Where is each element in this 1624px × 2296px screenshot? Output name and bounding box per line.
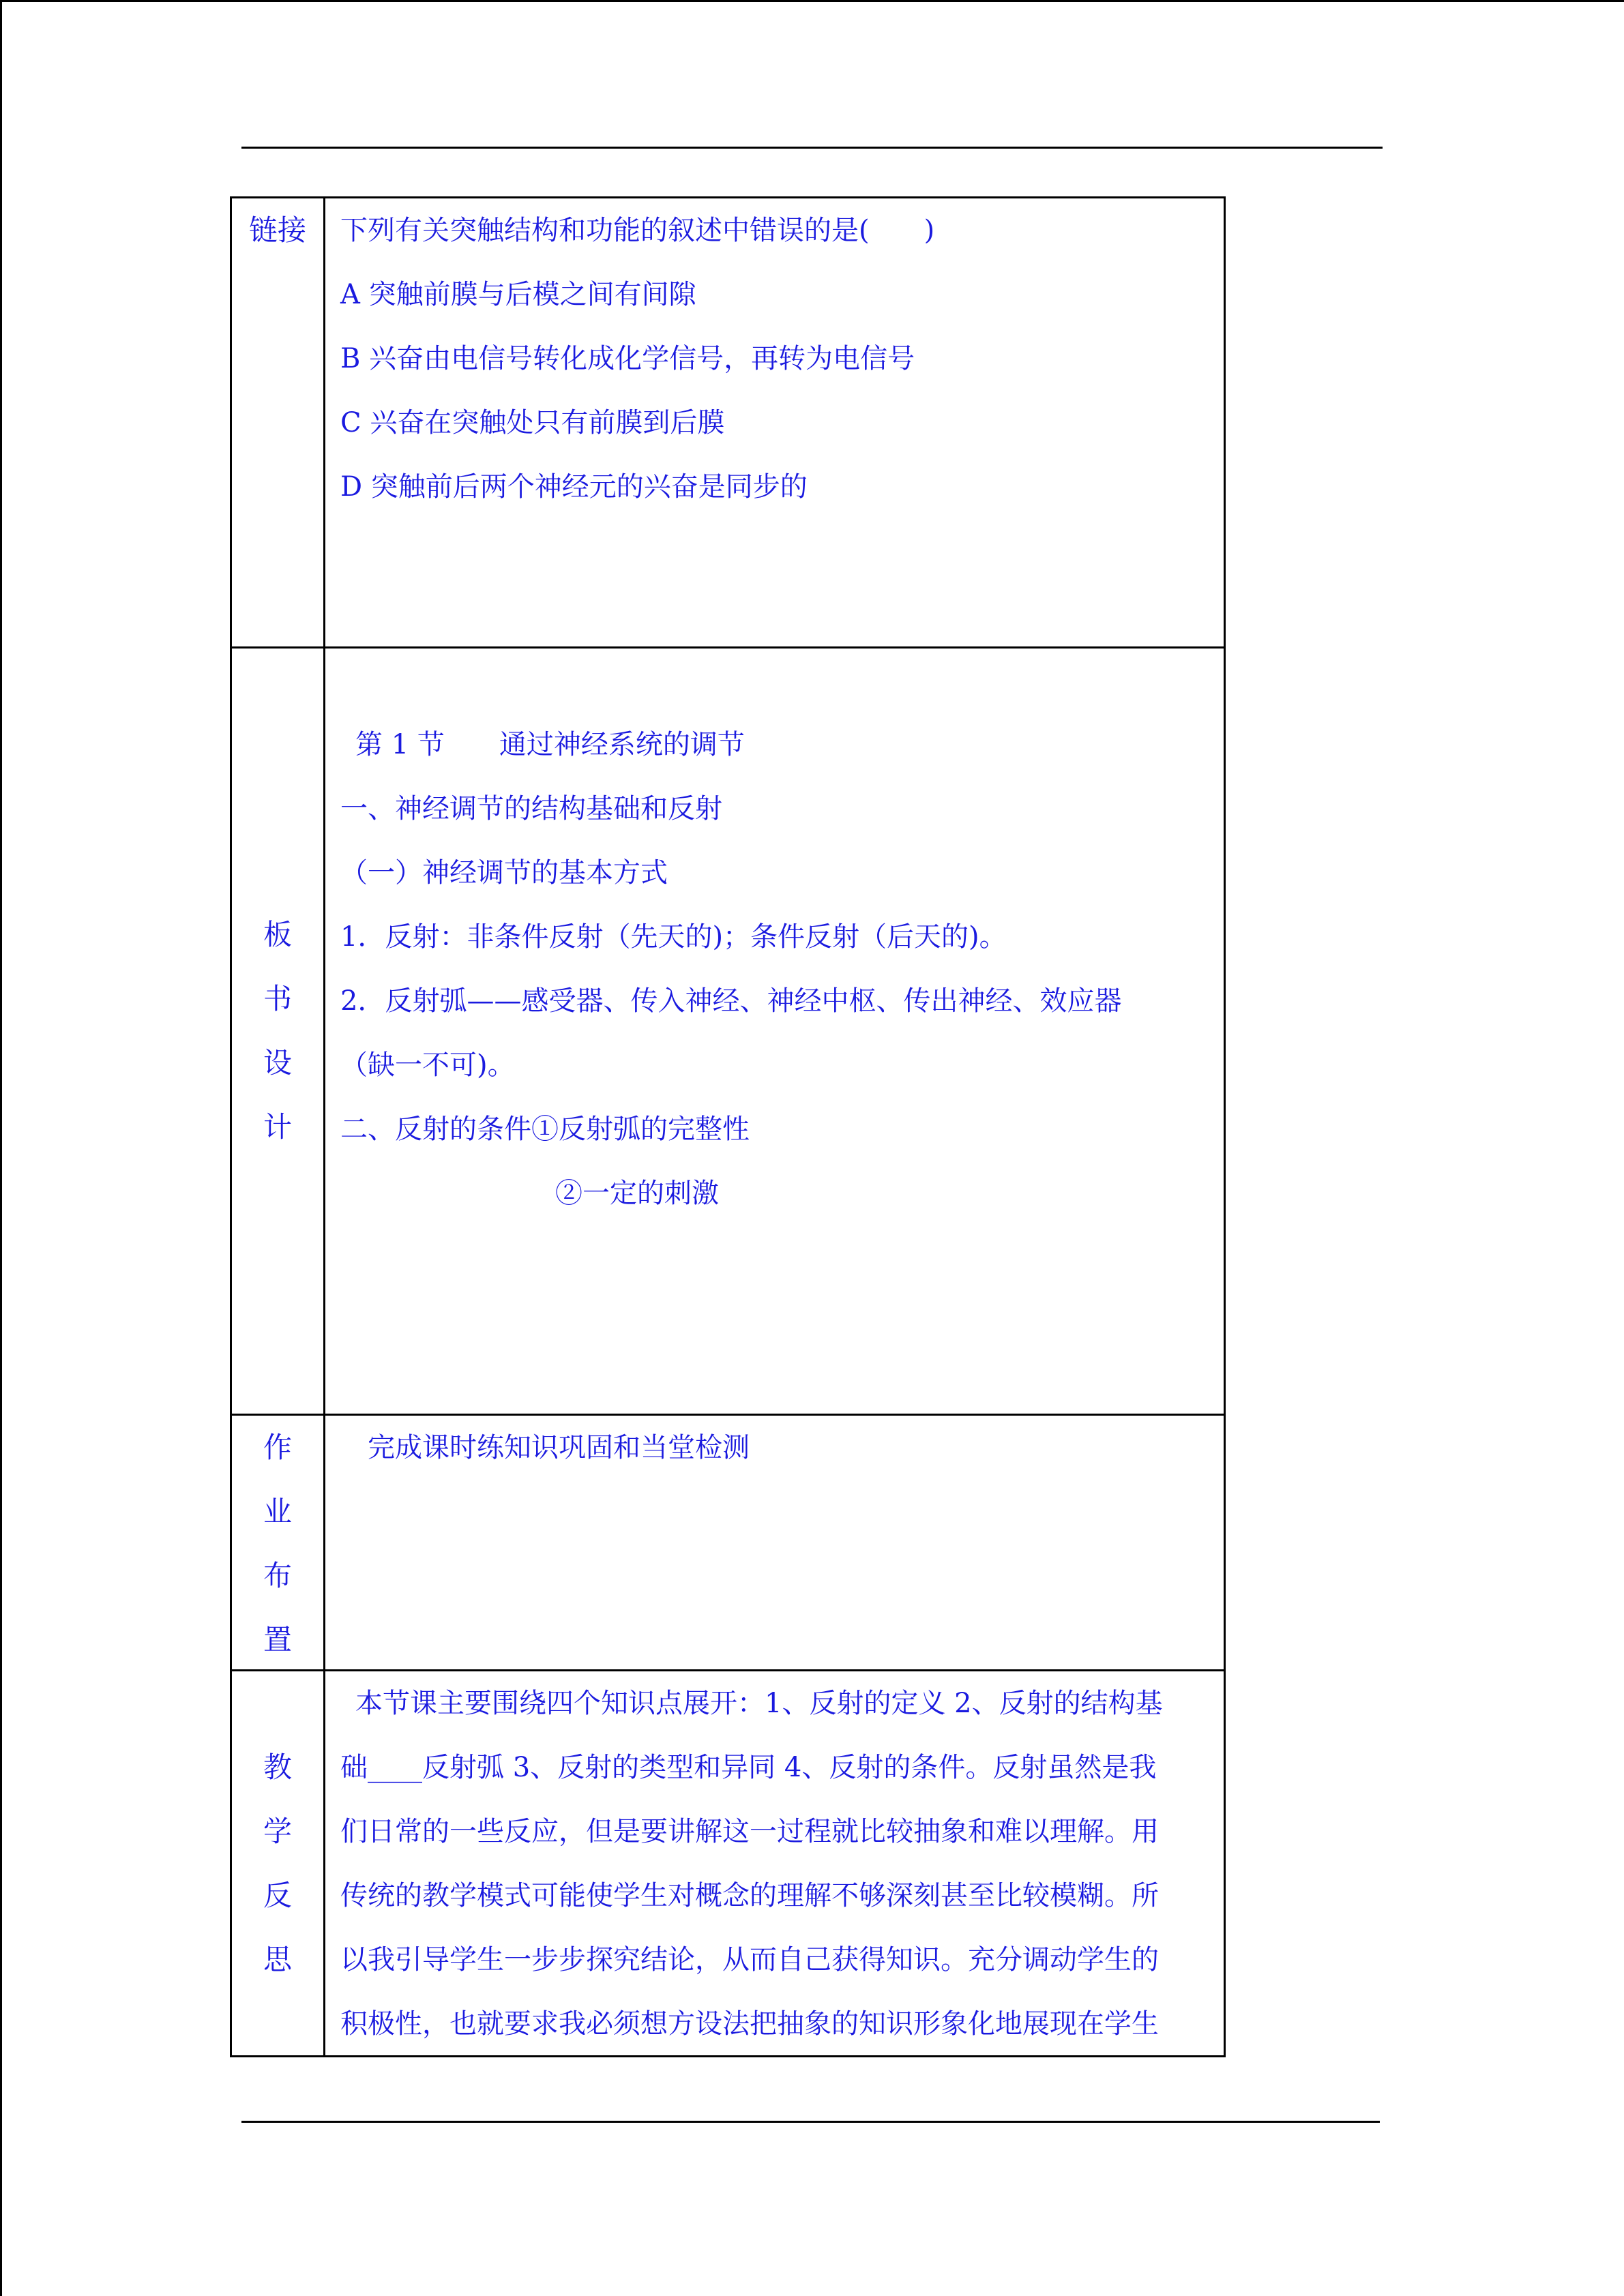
label-board-char-1: 板 <box>263 918 292 951</box>
board-heading-2: 二、反射的条件①反射弧的完整性 <box>340 1114 750 1145</box>
option-d: D 突触前后两个神经元的兴奋是同步的 <box>340 471 808 503</box>
question-text: 下列有关突触结构和功能的叙述中错误的是( ) <box>340 215 935 246</box>
option-b: B 兴奋由电信号转化成化学信号，再转为电信号 <box>340 343 915 374</box>
row-homework <box>232 1416 1224 1671</box>
reflection-line-2: 础____反射弧 3、反射的类型和异同 4、反射的条件。反射虽然是我 <box>340 1752 1157 1783</box>
label-link-text: 链接 <box>248 213 306 247</box>
homework-text: 完成课时练知识巩固和当堂检测 <box>368 1432 750 1463</box>
label-homework-char-1: 作 <box>263 1431 292 1464</box>
board-item-2: 2．反射弧——感受器、传入神经、神经中枢、传出神经、效应器 <box>340 985 1122 1017</box>
board-item-1: 1．反射：非条件反射（先天的)；条件反射（后天的)。 <box>340 921 1007 953</box>
label-reflection-char-4: 思 <box>263 1942 292 1976</box>
option-a: A 突触前膜与后模之间有间隙 <box>340 279 696 310</box>
reflection-line-4: 传统的教学模式可能使学生对概念的理解不够深刻甚至比较模糊。所 <box>340 1880 1159 1911</box>
content-reflection <box>325 1671 1224 2055</box>
page-border-top <box>0 0 1624 2</box>
page-border-left <box>0 0 2 2296</box>
label-homework-char-4: 置 <box>263 1623 292 1656</box>
content-homework <box>325 1416 1224 1669</box>
label-link <box>232 198 325 646</box>
board-heading-2-cont: ②一定的刺激 <box>555 1178 719 1209</box>
reflection-line-5: 以我引导学生一步步探究结论，从而自己获得知识。充分调动学生的 <box>340 1944 1159 1976</box>
section-title: 第 1 节 通过神经系统的调节 <box>355 729 745 760</box>
reflection-line-3: 们日常的一些反应，但是要讲解这一过程就比较抽象和难以理解。用 <box>340 1816 1159 1847</box>
label-reflection-char-3: 反 <box>263 1878 292 1912</box>
content-link <box>325 198 1224 646</box>
row-link <box>232 198 1224 648</box>
label-homework <box>232 1416 325 1669</box>
board-heading-1: 一、神经调节的结构基础和反射 <box>340 793 722 824</box>
label-board-char-3: 设 <box>263 1046 292 1079</box>
label-board <box>232 648 325 1414</box>
board-item-2-cont: （缺一不可)。 <box>340 1049 515 1081</box>
label-board-char-4: 计 <box>263 1110 292 1144</box>
label-reflection <box>232 1671 325 2055</box>
footer-rule <box>241 2121 1380 2123</box>
header-rule <box>241 147 1383 149</box>
board-subheading: （一）神经调节的基本方式 <box>340 857 668 889</box>
label-reflection-char-1: 教 <box>263 1750 292 1784</box>
content-board <box>325 648 1224 1414</box>
row-board <box>232 648 1224 1416</box>
reflection-line-6: 积极性，也就要求我必须想方设法把抽象的知识形象化地展现在学生 <box>340 2008 1159 2040</box>
option-c: C 兴奋在突触处只有前膜到后膜 <box>340 407 725 438</box>
label-homework-char-2: 业 <box>263 1495 292 1528</box>
label-board-char-2: 书 <box>263 982 292 1015</box>
row-reflection <box>232 1671 1224 2055</box>
lesson-plan-table <box>230 196 1226 2057</box>
reflection-line-1: 本节课主要围绕四个知识点展开：1、反射的定义 2、反射的结构基 <box>355 1688 1163 1719</box>
label-reflection-char-2: 学 <box>263 1814 292 1848</box>
label-homework-char-3: 布 <box>263 1559 292 1592</box>
